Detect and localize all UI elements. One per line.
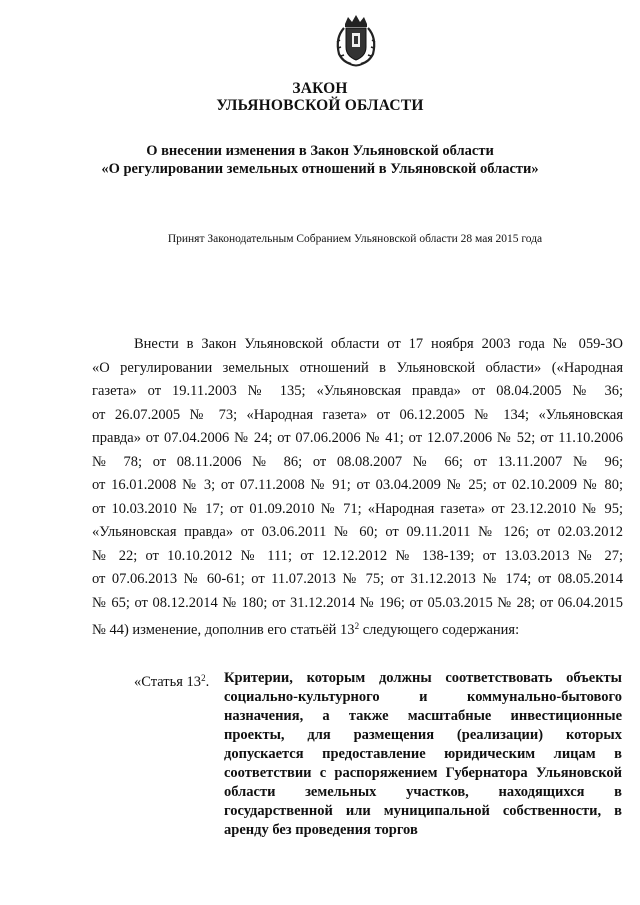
adoption-note: Принят Законодательным Собранием Ульяновской области 28 мая 2015 года (167, 233, 543, 245)
article-title-line: аренду без проведения торгов (224, 822, 418, 838)
body-line: от 10.03.2010 № 17; от 01.09.2010 № 71; «Народная газета» от 23.12.2010 № 95; (92, 500, 623, 517)
body-line-last (92, 615, 623, 643)
article-label-suffix: . (205, 674, 210, 690)
article-label-prefix: «Статья 13 (134, 674, 202, 690)
law-title: ЗАКОН (292, 80, 348, 97)
article-title-line: Критерии, которым должны соответствовать объекты (224, 670, 622, 686)
coat-of-arms-icon (333, 14, 379, 68)
article-title (224, 669, 622, 840)
body-line: «Ульяновская правда» от 03.06.2011 № 60; от 09.11.2011 № 126; от 02.03.2012 (92, 524, 623, 540)
article-label (134, 669, 209, 692)
article-number-superscript: 2 (354, 621, 360, 631)
body-last-prefix: № 44) изменение, дополнив его статьёй 13 (92, 622, 355, 638)
law-region-title: УЛЬЯНОВСКОЙ ОБЛАСТИ (216, 97, 424, 114)
law-subject-line-1: О внесении изменения в Закон Ульяновской области (146, 143, 494, 159)
law-body-paragraph (92, 333, 623, 643)
article-title-line: соответствии с распоряжением Губернатора Ульяновской (224, 765, 622, 781)
article-title-line: назначения, а также масштабные инвестиционные (224, 708, 622, 724)
body-line: от 26.07.2005 № 73; «Народная газета» от 06.12.2005 № 134; «Ульяновская (92, 406, 623, 423)
body-line: «О регулировании земельных отношений в Ульяновской области» («Народная (92, 359, 623, 376)
body-line: № 78; от 08.11.2006 № 86; от 08.08.2007 № 66; от 13.11.2007 № 96; (92, 453, 623, 470)
article-title-line: социально-культурного и коммунально-бытового (224, 689, 622, 705)
body-line: Внести в Закон Ульяновской области от 17 ноября 2003 года № 059-ЗО (134, 336, 623, 352)
article-label-superscript: 2 (201, 673, 206, 683)
body-line: № 22; от 10.10.2012 № 111; от 12.12.2012 № 138-139; от 13.03.2013 № 27; (92, 547, 623, 564)
article-title-line: проекты, для размещения (реализации) которых (224, 727, 622, 743)
article-title-line: государственной или муниципальной собственности, в (224, 803, 622, 819)
article-title-line: области земельных участков, находящихся в (224, 784, 622, 800)
body-line: от 07.06.2013 № 60-61; от 11.07.2013 № 75; от 31.12.2013 № 174; от 08.05.2014 (92, 571, 623, 587)
article-title-line: допускается предоставление юридическим лицам в (224, 746, 622, 762)
body-line: правда» от 07.04.2006 № 24; от 07.06.2006 № 41; от 12.07.2006 № 52; от 11.10.2006 (92, 430, 623, 446)
body-last-suffix: следующего содержания: (359, 622, 520, 638)
body-line: газета» от 19.11.2003 № 135; «Ульяновская правда» от 08.04.2005 № 36; (92, 383, 623, 399)
body-line: от 16.01.2008 № 3; от 07.11.2008 № 91; от 03.04.2009 № 25; от 02.10.2009 № 80; (92, 477, 623, 493)
body-line: № 65; от 08.12.2014 № 180; от 31.12.2014 № 196; от 05.03.2015 № 28; от 06.04.2015 (92, 594, 623, 611)
law-subject-line-2: «О регулировании земельных отношений в Ульяновской области» (101, 161, 539, 177)
